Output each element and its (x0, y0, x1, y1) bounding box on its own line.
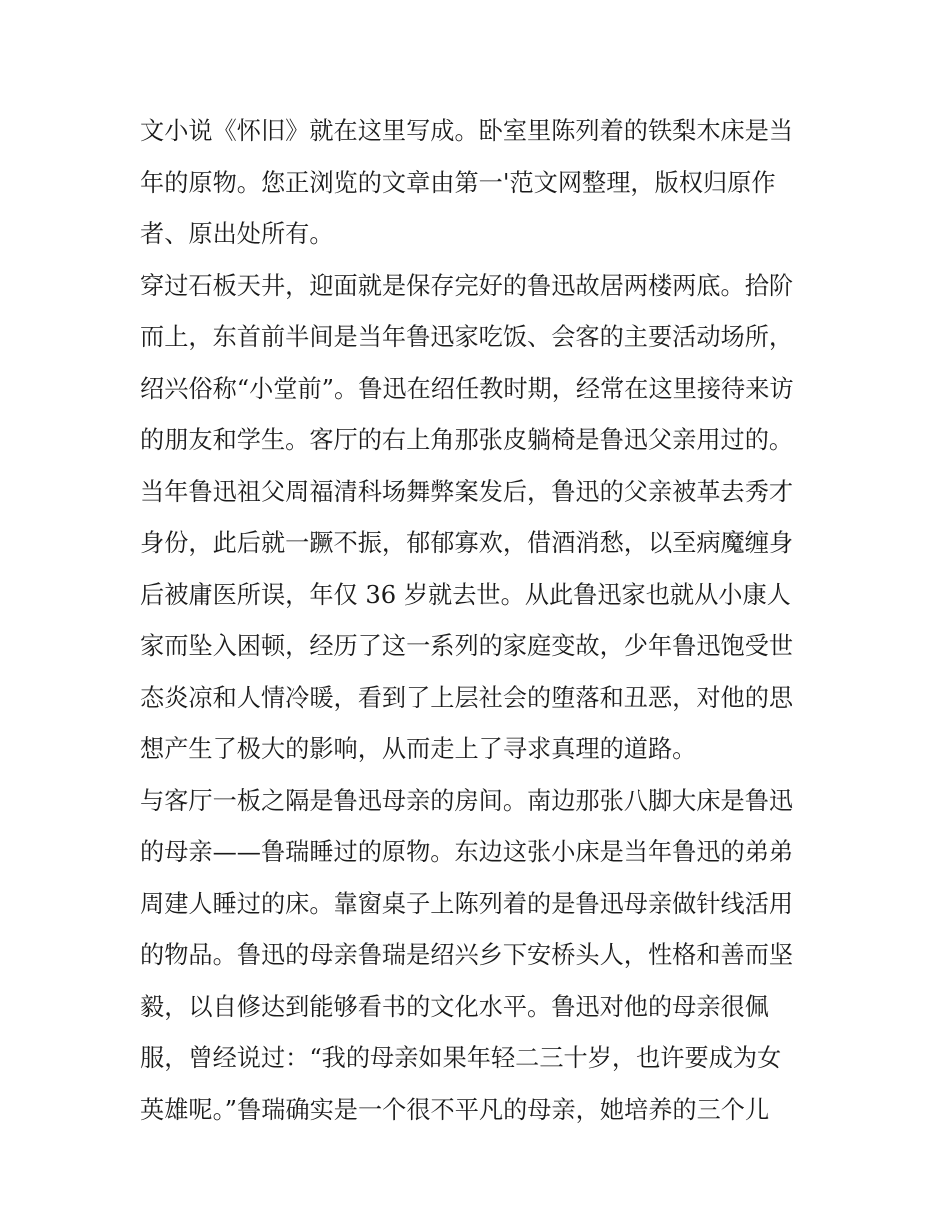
text-line: 的物品。鲁迅的母亲鲁瑞是绍兴乡下安桥头人，性格和善而坚 (140, 941, 794, 969)
text-line: 身份，此后就一蹶不振，郁郁寡欢，借酒消愁，以至病魔缠身 (140, 529, 794, 557)
text-line: 穿过石板天井，迎面就是保存完好的鲁迅故居两楼两底。拾阶 (140, 271, 794, 300)
text-line: 绍兴俗称“小堂前”。鲁迅在绍任教时期，经常在这里接待来访 (140, 374, 794, 403)
text-line: 的母亲——鲁瑞睡过的原物。东边这张小床是当年鲁迅的弟弟 (140, 838, 794, 866)
text-line: 态炎凉和人情冷暖，看到了上层社会的堕落和丑恶，对他的思 (140, 683, 794, 712)
text-line: 与客厅一板之隔是鲁迅母亲的房间。南边那张八脚大床是鲁迅 (140, 786, 794, 815)
text-line: 服，曾经说过：“我的母亲如果年轻二三十岁，也许要成为女 (140, 1044, 782, 1072)
text-line: 英雄呢。”鲁瑞确实是一个很不平凡的母亲，她培养的三个儿 (140, 1095, 770, 1124)
text-line: 家而坠入困顿，经历了这一系列的家庭变故，少年鲁迅饱受世 (140, 632, 794, 660)
document-body (140, 106, 820, 1136)
text-line: 文小说《怀旧》就在这里写成。卧室里陈列着的铁梨木床是当 (140, 117, 794, 145)
text-line: 毅，以自修达到能够看书的文化水平。鲁迅对他的母亲很佩 (140, 992, 769, 1021)
text-line: 周建人睡过的床。靠窗桌子上陈列着的是鲁迅母亲做针线活用 (140, 889, 794, 918)
text-line: 年的原物。您正浏览的文章由第一'范文网整理，版权归原作 (140, 168, 776, 197)
text-line: 者、原出处所有。 (140, 220, 334, 248)
text-line: 当年鲁迅祖父周福清科场舞弊案发后，鲁迅的父亲被革去秀才 (140, 477, 794, 506)
text-line: 的朋友和学生。客厅的右上角那张皮躺椅是鲁迅父亲用过的。 (140, 426, 794, 454)
text-line: 想产生了极大的影响，从而走上了寻求真理的道路。 (140, 735, 697, 763)
text-line: 而上，东首前半间是当年鲁迅家吃饭、会客的主要活动场所， (140, 323, 794, 351)
text-line: 后被庸医所误，年仅 36 岁就去世。从此鲁迅家也就从小康人 (140, 580, 791, 609)
